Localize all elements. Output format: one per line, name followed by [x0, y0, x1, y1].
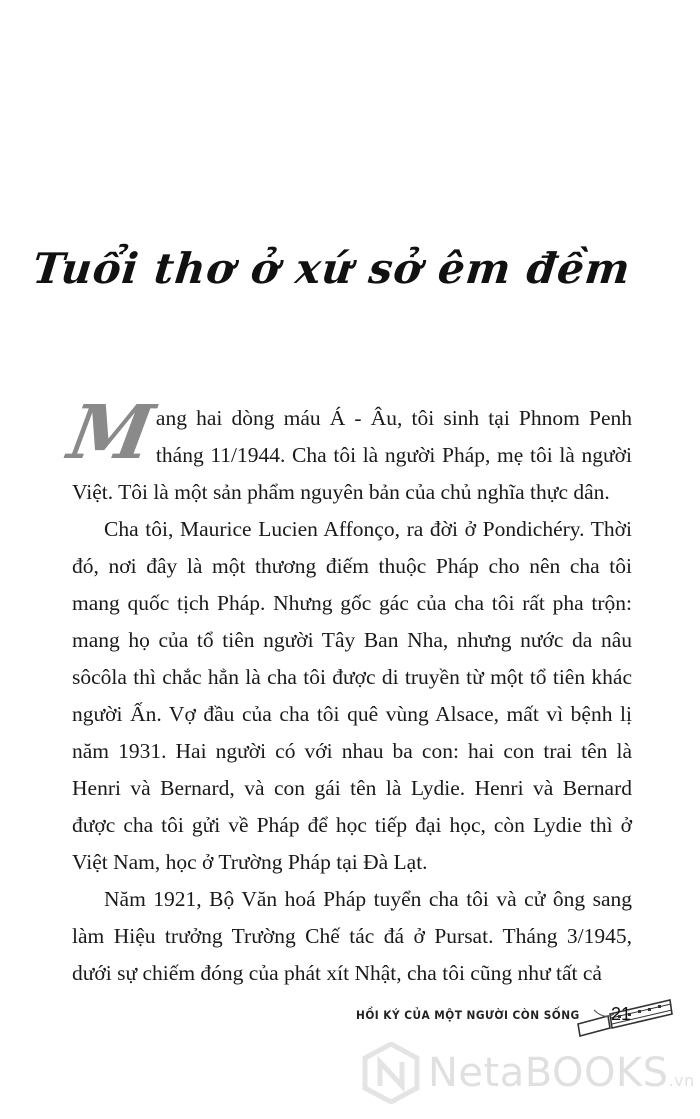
paragraph-1-text: ang hai dòng máu Á - Âu, tôi sinh tại Phnom Penh tháng 11/1944. Cha tôi là người Pháp, mẹ tôi là người Việt. Tôi là một sản phẩm nguyên bản của chủ nghĩa thực dân.	[72, 406, 632, 504]
chapter-title: Tuổi thơ ở xứ sở êm đềm	[30, 244, 634, 293]
watermark-suffix: .vn	[668, 1071, 695, 1090]
watermark	[362, 1040, 695, 1110]
drop-cap: M	[62, 390, 160, 476]
page-footer	[356, 998, 676, 1038]
running-book-title: HỒI KÝ CỦA MỘT NGƯỜI CÒN SỐNG	[356, 1008, 580, 1022]
netabooks-logo-icon	[362, 1042, 420, 1109]
paragraph-2: Cha tôi, Maurice Lucien Affonço, ra đời ở Pondichéry. Thời đó, nơi đây là một thương điếm thuộc Pháp cho nên cha tôi mang quốc tịch Pháp. Nhưng gốc gác của cha tôi rất pha trộn: mang họ của tổ tiên người Tây Ban Nha, nhưng nước da nâu sôcôla thì chắc hẳn là cha tôi được di truyền từ một tổ tiên khác người Ấn. Vợ đầu của cha tôi quê vùng Alsace, mất vì bệnh lị năm 1931. Hai người có với nhau ba con: hai con trai tên là Henri và Bernard, và con gái tên là Lydie. Henri và Bernard được cha tôi gửi về Pháp để học tiếp đại học, còn Lydie thì ở Việt Nam, học ở Trường Pháp tại Đà Lạt.	[72, 517, 632, 874]
paragraph-1	[62, 390, 632, 511]
watermark-brand: NetaBOOKS	[428, 1050, 669, 1096]
page-number: 21	[611, 1004, 632, 1024]
body-text	[62, 390, 632, 992]
watermark-text	[428, 1050, 695, 1096]
paragraph-3: Năm 1921, Bộ Văn hoá Pháp tuyển cha tôi và cử ông sang làm Hiệu trưởng Trường Chế tác đá ở Pursat. Tháng 3/1945, dưới sự chiếm đóng của phát xít Nhật, cha tôi cũng như tất cả	[72, 887, 632, 985]
